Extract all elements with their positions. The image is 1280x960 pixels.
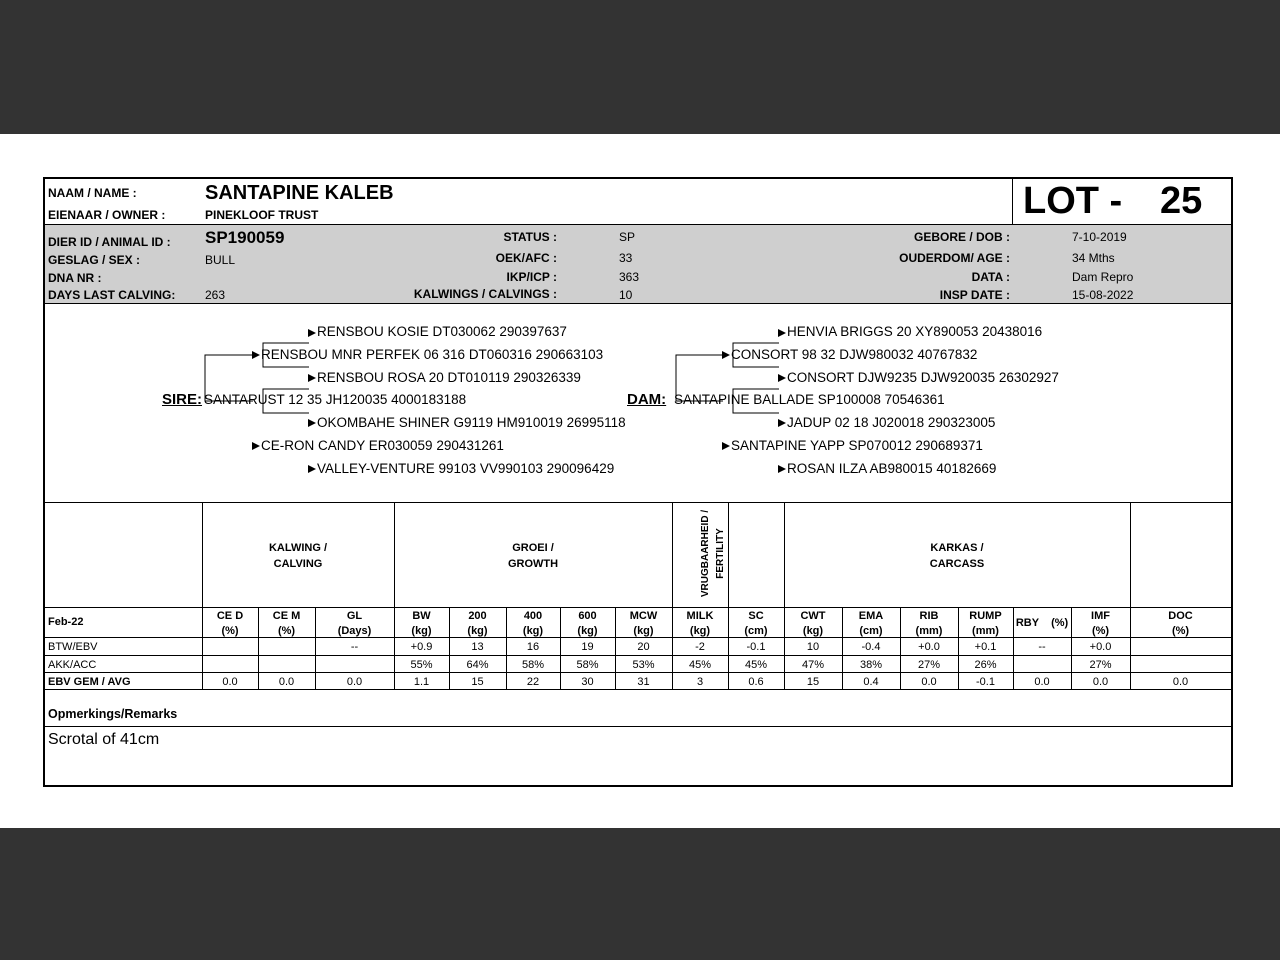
column-header-unit: (cm) (744, 625, 768, 637)
arrow-icon (722, 442, 730, 450)
table-cell: 38% (859, 659, 883, 671)
column-header-name: RBY (%) (1015, 617, 1069, 629)
sire-sire-sire-name: RENSBOU KOSIE DT030062 290397637 (317, 324, 567, 339)
age-value: 34 Mths (1072, 251, 1115, 265)
column-header-name: EMA (858, 610, 884, 622)
column-header (672, 609, 728, 639)
group-carcass-line1: KARKAS / (930, 542, 984, 554)
table-cell: 15 (471, 676, 484, 688)
page-sheet (0, 134, 1280, 828)
sire-dam-dam-name: VALLEY-VENTURE 99103 VV990103 290096429 (317, 461, 615, 476)
table-cell: 0.6 (748, 676, 764, 688)
column-header-name: CE M (272, 610, 301, 622)
group-growth-line2: GROWTH (507, 558, 559, 570)
column-header-name: IMF (1091, 610, 1110, 622)
column-header-name: MCW (629, 610, 658, 622)
column-header-unit: (%) (277, 625, 296, 637)
column-header-name: MILK (686, 610, 714, 622)
column-header-name: 200 (468, 610, 487, 622)
dob-label: GEBORE / DOB : (913, 230, 1010, 244)
column-header (202, 609, 258, 639)
afc-label: OEK/AFC : (495, 251, 557, 265)
sire-dam-name: CE-RON CANDY ER030059 290431261 (261, 438, 504, 453)
animal-id-value: SP190059 (205, 228, 285, 247)
group-growth-line1: GROEI / (512, 542, 554, 554)
group-calving-line2: CALVING (273, 558, 323, 570)
table-cell: 3 (696, 676, 704, 688)
table-cell: 10 (806, 641, 820, 653)
group-calving-line1: KALWING / (268, 542, 328, 554)
table-cell: 55% (410, 659, 433, 671)
column-header (728, 609, 784, 639)
column-header (394, 609, 449, 639)
group-growth (394, 540, 672, 572)
row-label: BTW/EBV (48, 641, 98, 653)
calvings-label: KALWINGS / CALVINGS : (413, 287, 557, 301)
afc-value: 33 (619, 251, 633, 265)
column-header-unit: (mm) (972, 625, 999, 637)
dam-sire-sire-name: HENVIA BRIGGS 20 XY890053 20438016 (787, 324, 1043, 339)
group-carcass-line2: CARCASS (929, 558, 985, 570)
animal-card (43, 177, 1233, 787)
insp-date-value: 15-08-2022 (1072, 288, 1134, 302)
table-cell: 13 (471, 641, 484, 653)
table-cell: +0.9 (410, 641, 433, 653)
table-cell: 0.0 (1034, 676, 1050, 688)
column-header-name: 600 (578, 610, 597, 622)
table-cell: 0.0 (1172, 676, 1189, 688)
column-header-unit: (kg) (802, 625, 824, 637)
arrow-icon (778, 329, 786, 337)
row-label: AKK/ACC (48, 659, 97, 671)
column-header (315, 609, 394, 639)
arrow-icon (722, 351, 730, 359)
dam-dam-dam-name: ROSAN ILZA AB980015 40182669 (787, 461, 997, 476)
insp-date-label: INSP DATE : (939, 288, 1010, 302)
table-cell: -0.1 (746, 641, 766, 653)
lot-label: LOT - (1023, 180, 1123, 222)
column-header (258, 609, 315, 639)
table-cell: -2 (695, 641, 705, 653)
table-cell: -0.4 (861, 641, 881, 653)
column-header-unit: (%) (1171, 625, 1190, 637)
arrow-icon (778, 465, 786, 473)
table-cell: 0.0 (346, 676, 363, 688)
data-label: DATA : (971, 270, 1010, 284)
group-carcass (784, 540, 1130, 572)
table-cell: 58% (521, 659, 545, 671)
column-header (1013, 616, 1071, 631)
table-cell: +0.1 (974, 641, 997, 653)
column-header-unit: (%) (221, 625, 239, 637)
column-header-name: GL (346, 610, 363, 622)
column-header (615, 609, 672, 639)
column-header (1130, 609, 1231, 639)
table-cell: 27% (917, 659, 941, 671)
status-label: STATUS : (503, 230, 557, 244)
group-calving (202, 540, 394, 572)
sire-name: SANTARUST 12 35 JH120035 4000183188 (204, 392, 467, 407)
table-cell: -- (1038, 641, 1046, 653)
group-fertility (698, 506, 795, 603)
age-label: OUDERDOM/ AGE : (899, 251, 1010, 265)
table-cell: 30 (581, 676, 594, 688)
table-cell: 0.0 (1092, 676, 1109, 688)
column-header-name: CWT (800, 610, 826, 622)
column-header-unit: (cm) (859, 625, 883, 637)
column-header-name: 400 (523, 610, 543, 622)
owner-label: EIENAAR / OWNER : (48, 208, 166, 222)
column-header-name: DOC (1168, 610, 1193, 622)
arrow-icon (252, 442, 260, 450)
animal-id-label: DIER ID / ANIMAL ID : (48, 235, 171, 249)
dam-dam-name: SANTAPINE YAPP SP070012 290689371 (731, 438, 983, 453)
column-header-name: RIB (919, 610, 939, 622)
table-cell: 47% (801, 659, 825, 671)
sex-value: BULL (205, 253, 236, 267)
dna-label: DNA NR : (48, 271, 102, 285)
table-cell: 0.0 (921, 676, 937, 688)
column-header-unit: (kg) (633, 625, 654, 637)
table-cell: 20 (637, 641, 650, 653)
table-cell: 31 (637, 676, 650, 688)
days-calving-label: DAYS LAST CALVING: (48, 288, 176, 302)
column-header (560, 609, 615, 639)
sire-label: SIRE: (162, 391, 203, 408)
arrow-icon (308, 465, 316, 473)
arrow-icon (778, 374, 786, 382)
table-cell: 45% (688, 659, 712, 671)
arrow-icon (252, 351, 260, 359)
column-header (449, 609, 506, 639)
column-header-unit: (Days) (337, 625, 372, 637)
animal-name: SANTAPINE KALEB (205, 182, 394, 204)
dam-name: SANTAPINE BALLADE SP100008 70546361 (674, 392, 945, 407)
column-header (842, 609, 900, 639)
pedigree-connectors (45, 179, 1231, 509)
arrow-icon (308, 374, 316, 382)
column-header-unit: (kg) (689, 625, 711, 637)
column-header-unit: (kg) (467, 625, 488, 637)
table-cell: -- (350, 641, 359, 653)
calvings-value: 10 (619, 288, 633, 302)
column-header (784, 609, 842, 639)
column-header-unit: (mm) (915, 625, 943, 637)
days-calving-value: 263 (205, 288, 226, 302)
table-cell: 45% (744, 659, 768, 671)
dam-label: DAM: (627, 391, 667, 408)
group-fertility-text: VRUGBAARHEID / FERTILITY (700, 509, 726, 598)
remarks-label: Opmerkings/Remarks (48, 707, 178, 721)
table-date-label: Feb-22 (48, 616, 84, 628)
sex-label: GESLAG / SEX : (48, 253, 141, 267)
table-cell: +0.0 (1089, 641, 1112, 653)
table-cell: 27% (1089, 659, 1112, 671)
dam-sire-dam-name: CONSORT DJW9235 DJW920035 26302927 (787, 370, 1059, 385)
column-header (958, 609, 1013, 639)
column-header-unit: (kg) (411, 625, 432, 637)
column-header-unit: (kg) (522, 625, 544, 637)
name-label: NAAM / NAME : (48, 186, 137, 200)
table-cell: -0.1 (976, 676, 995, 688)
arrow-icon (308, 329, 316, 337)
table-cell: 0.4 (863, 676, 879, 688)
column-header (900, 609, 958, 639)
table-cell: 53% (632, 659, 655, 671)
dob-value: 7-10-2019 (1072, 230, 1127, 244)
owner-value: PINEKLOOF TRUST (205, 208, 319, 222)
dam-dam-sire-name: JADUP 02 18 J020018 290323005 (787, 415, 996, 430)
icp-value: 363 (619, 270, 640, 284)
data-value: Dam Repro (1072, 270, 1134, 284)
icp-label: IKP/ICP : (506, 270, 557, 284)
column-header-name: BW (412, 610, 431, 622)
table-cell: 64% (466, 659, 489, 671)
column-header-unit: (%) (1091, 625, 1110, 637)
remarks-text: Scrotal of 41cm (48, 731, 160, 748)
column-header-name: SC (748, 610, 764, 622)
table-cell: 1.1 (413, 676, 430, 688)
column-header (506, 609, 560, 639)
sire-sire-name: RENSBOU MNR PERFEK 06 316 DT060316 290663103 (261, 347, 604, 362)
sire-sire-dam-name: RENSBOU ROSA 20 DT010119 290326339 (317, 370, 581, 385)
table-cell: 16 (526, 641, 540, 653)
sire-dam-sire-name: OKOMBAHE SHINER G9119 HM910019 26995118 (317, 415, 626, 430)
column-header (1071, 609, 1130, 639)
lot-number: 25 (1160, 180, 1203, 222)
table-cell: 19 (581, 641, 594, 653)
table-cell: 15 (806, 676, 820, 688)
dam-sire-name: CONSORT 98 32 DJW980032 40767832 (731, 347, 978, 362)
column-header-name: CE D (216, 610, 244, 622)
row-label: EBV GEM / AVG (48, 676, 131, 688)
column-header-name: RUMP (969, 610, 1002, 622)
table-cell: +0.0 (918, 641, 940, 653)
arrow-icon (778, 419, 786, 427)
column-header-unit: (kg) (577, 625, 598, 637)
table-cell: 26% (974, 659, 997, 671)
table-cell: 58% (576, 659, 599, 671)
table-cell: 0.0 (278, 676, 295, 688)
table-cell: 22 (526, 676, 540, 688)
arrow-icon (308, 419, 316, 427)
table-cell: 0.0 (222, 676, 238, 688)
status-value: SP (619, 230, 636, 244)
